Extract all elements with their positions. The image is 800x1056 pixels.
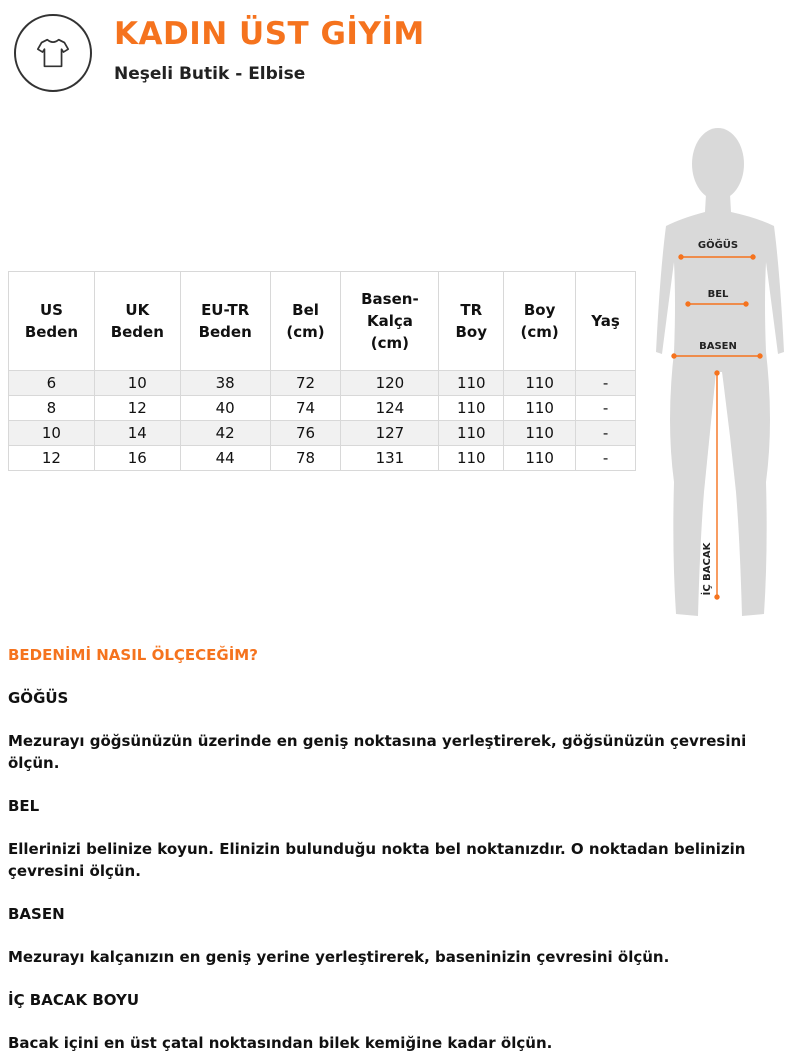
table-cell: 14 xyxy=(94,421,180,446)
table-cell: 16 xyxy=(94,446,180,471)
body-silhouette xyxy=(650,122,790,622)
table-cell: 110 xyxy=(504,446,576,471)
logo-badge xyxy=(14,14,92,92)
figure-label-chest: GÖĞÜS xyxy=(697,240,739,251)
table-header-row xyxy=(9,272,636,371)
tshirt-icon xyxy=(34,34,72,72)
table-cell: 8 xyxy=(9,396,95,421)
table-cell: - xyxy=(576,421,636,446)
guide-title: BEDENİMİ NASIL ÖLÇECEĞİM? xyxy=(8,646,258,664)
table-cell: 110 xyxy=(439,371,504,396)
page-header xyxy=(14,14,574,94)
guide-heading-inseam: İÇ BACAK BOYU xyxy=(8,991,140,1009)
table-cell: 40 xyxy=(180,396,270,421)
table-cell: 110 xyxy=(504,371,576,396)
column-header-eu-tr: EU-TR Beden xyxy=(180,272,270,371)
table-cell: 120 xyxy=(341,371,439,396)
column-header-hip: Basen- Kalça (cm) xyxy=(341,272,439,371)
page-subtitle: Neşeli Butik - Elbise xyxy=(114,64,306,84)
table-cell: 110 xyxy=(439,396,504,421)
guide-text-waist: Ellerinizi belinize koyun. Elinizin bulunduğu nokta bel noktanızdır. O noktadan belinizin çevresini ölçün. xyxy=(8,840,746,880)
guide-text-hip: Mezurayı kalçanızın en geniş yerine yerleştirerek, baseninizin çevresini ölçün. xyxy=(8,948,670,966)
table-cell: 110 xyxy=(504,421,576,446)
table-cell: 74 xyxy=(270,396,341,421)
guide-text-chest: Mezurayı göğsünüzün üzerinde en geniş noktasına yerleştirerek, göğsünüzün çevresini ölçün. xyxy=(8,732,747,772)
figure-label-hip: BASEN xyxy=(699,341,737,352)
table-cell: 127 xyxy=(341,421,439,446)
guide-heading-hip: BASEN xyxy=(8,905,65,923)
table-cell: 12 xyxy=(94,396,180,421)
table-cell: 38 xyxy=(180,371,270,396)
table-cell: 72 xyxy=(270,371,341,396)
table-cell: 110 xyxy=(439,446,504,471)
table-cell: 131 xyxy=(341,446,439,471)
measurement-guide xyxy=(8,644,792,1056)
column-header-waist: Bel (cm) xyxy=(270,272,341,371)
table-row xyxy=(9,446,636,471)
table-cell: - xyxy=(576,396,636,421)
table-row xyxy=(9,396,636,421)
table-row xyxy=(9,371,636,396)
table-cell: 10 xyxy=(94,371,180,396)
table-cell: 124 xyxy=(341,396,439,421)
table-cell: - xyxy=(576,371,636,396)
size-chart-table xyxy=(8,271,636,471)
guide-heading-waist: BEL xyxy=(8,797,40,815)
figure-label-waist: BEL xyxy=(707,289,729,300)
table-cell: 110 xyxy=(504,396,576,421)
table-cell: 10 xyxy=(9,421,95,446)
table-cell: 12 xyxy=(9,446,95,471)
table-cell: 6 xyxy=(9,371,95,396)
table-cell: 42 xyxy=(180,421,270,446)
table-cell: 44 xyxy=(180,446,270,471)
table-cell: 76 xyxy=(270,421,341,446)
table-cell: 110 xyxy=(439,421,504,446)
guide-heading-chest: GÖĞÜS xyxy=(8,689,69,707)
column-header-us: US Beden xyxy=(9,272,95,371)
table-row xyxy=(9,421,636,446)
column-header-tr-length: TR Boy xyxy=(439,272,504,371)
body-measurement-figure xyxy=(650,122,790,622)
figure-label-inseam: İÇ BACAK xyxy=(702,542,713,596)
column-header-age: Yaş xyxy=(576,272,636,371)
table-cell: - xyxy=(576,446,636,471)
column-header-uk: UK Beden xyxy=(94,272,180,371)
page-title: KADIN ÜST GİYİM xyxy=(114,16,425,52)
column-header-length: Boy (cm) xyxy=(504,272,576,371)
table-cell: 78 xyxy=(270,446,341,471)
guide-text-inseam: Bacak içini en üst çatal noktasından bilek kemiğine kadar ölçün. xyxy=(8,1034,553,1052)
